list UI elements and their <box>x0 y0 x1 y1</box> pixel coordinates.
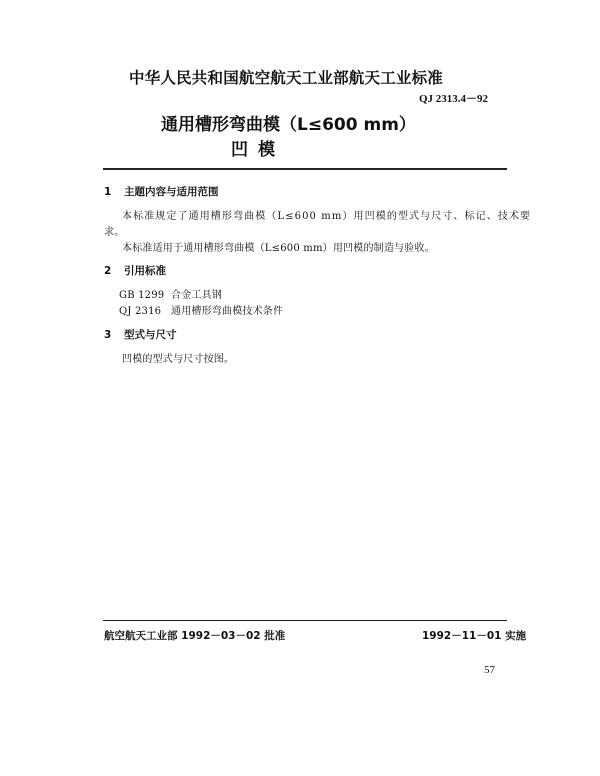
reference-item <box>119 302 283 317</box>
section-1-paragraph-1-line-2: 求。 <box>104 227 125 238</box>
document-subtitle: 凹模 <box>231 140 285 160</box>
reference-code: QJ 2316 <box>119 306 162 317</box>
section-1-paragraph-1-line-1: 本标准规定了通用槽形弯曲模（L≤600 mm）用凹模的型式与尺寸、标记、技术要 <box>122 211 532 222</box>
section-1-number: 1 <box>104 186 112 198</box>
section-3-paragraph: 凹模的型式与尺寸按图。 <box>122 354 235 365</box>
section-2-heading <box>104 263 166 278</box>
reference-code: GB 1299 <box>119 290 165 301</box>
reference-name: 合金工具钢 <box>171 290 222 301</box>
section-3-title: 型式与尺寸 <box>124 329 177 341</box>
section-2-title: 引用标准 <box>124 265 166 277</box>
section-1-paragraph-2: 本标准适用于通用槽形弯曲模（L≤600 mm）用凹模的制造与验收。 <box>122 243 435 254</box>
document-title: 通用槽形弯曲模（L≤600 mm） <box>161 115 416 135</box>
header-divider <box>103 168 507 170</box>
section-3-number: 3 <box>104 329 112 341</box>
section-1-heading <box>104 184 219 199</box>
footer-divider <box>103 620 507 621</box>
approval-statement: 航空航天工业部 1992－03－02 批准 <box>104 630 286 642</box>
standard-code: QJ 2313.4－92 <box>419 93 489 105</box>
section-3-heading <box>104 327 177 342</box>
section-1-title: 主题内容与适用范围 <box>124 186 219 198</box>
reference-item <box>119 286 222 301</box>
effective-statement: 1992－11－01 实施 <box>422 630 527 642</box>
issuing-organization: 中华人民共和国航空航天工业部航天工业标准 <box>129 69 444 87</box>
reference-name: 通用槽形弯曲模技术条件 <box>171 306 284 317</box>
page-number: 57 <box>484 664 495 676</box>
section-2-number: 2 <box>104 265 112 277</box>
